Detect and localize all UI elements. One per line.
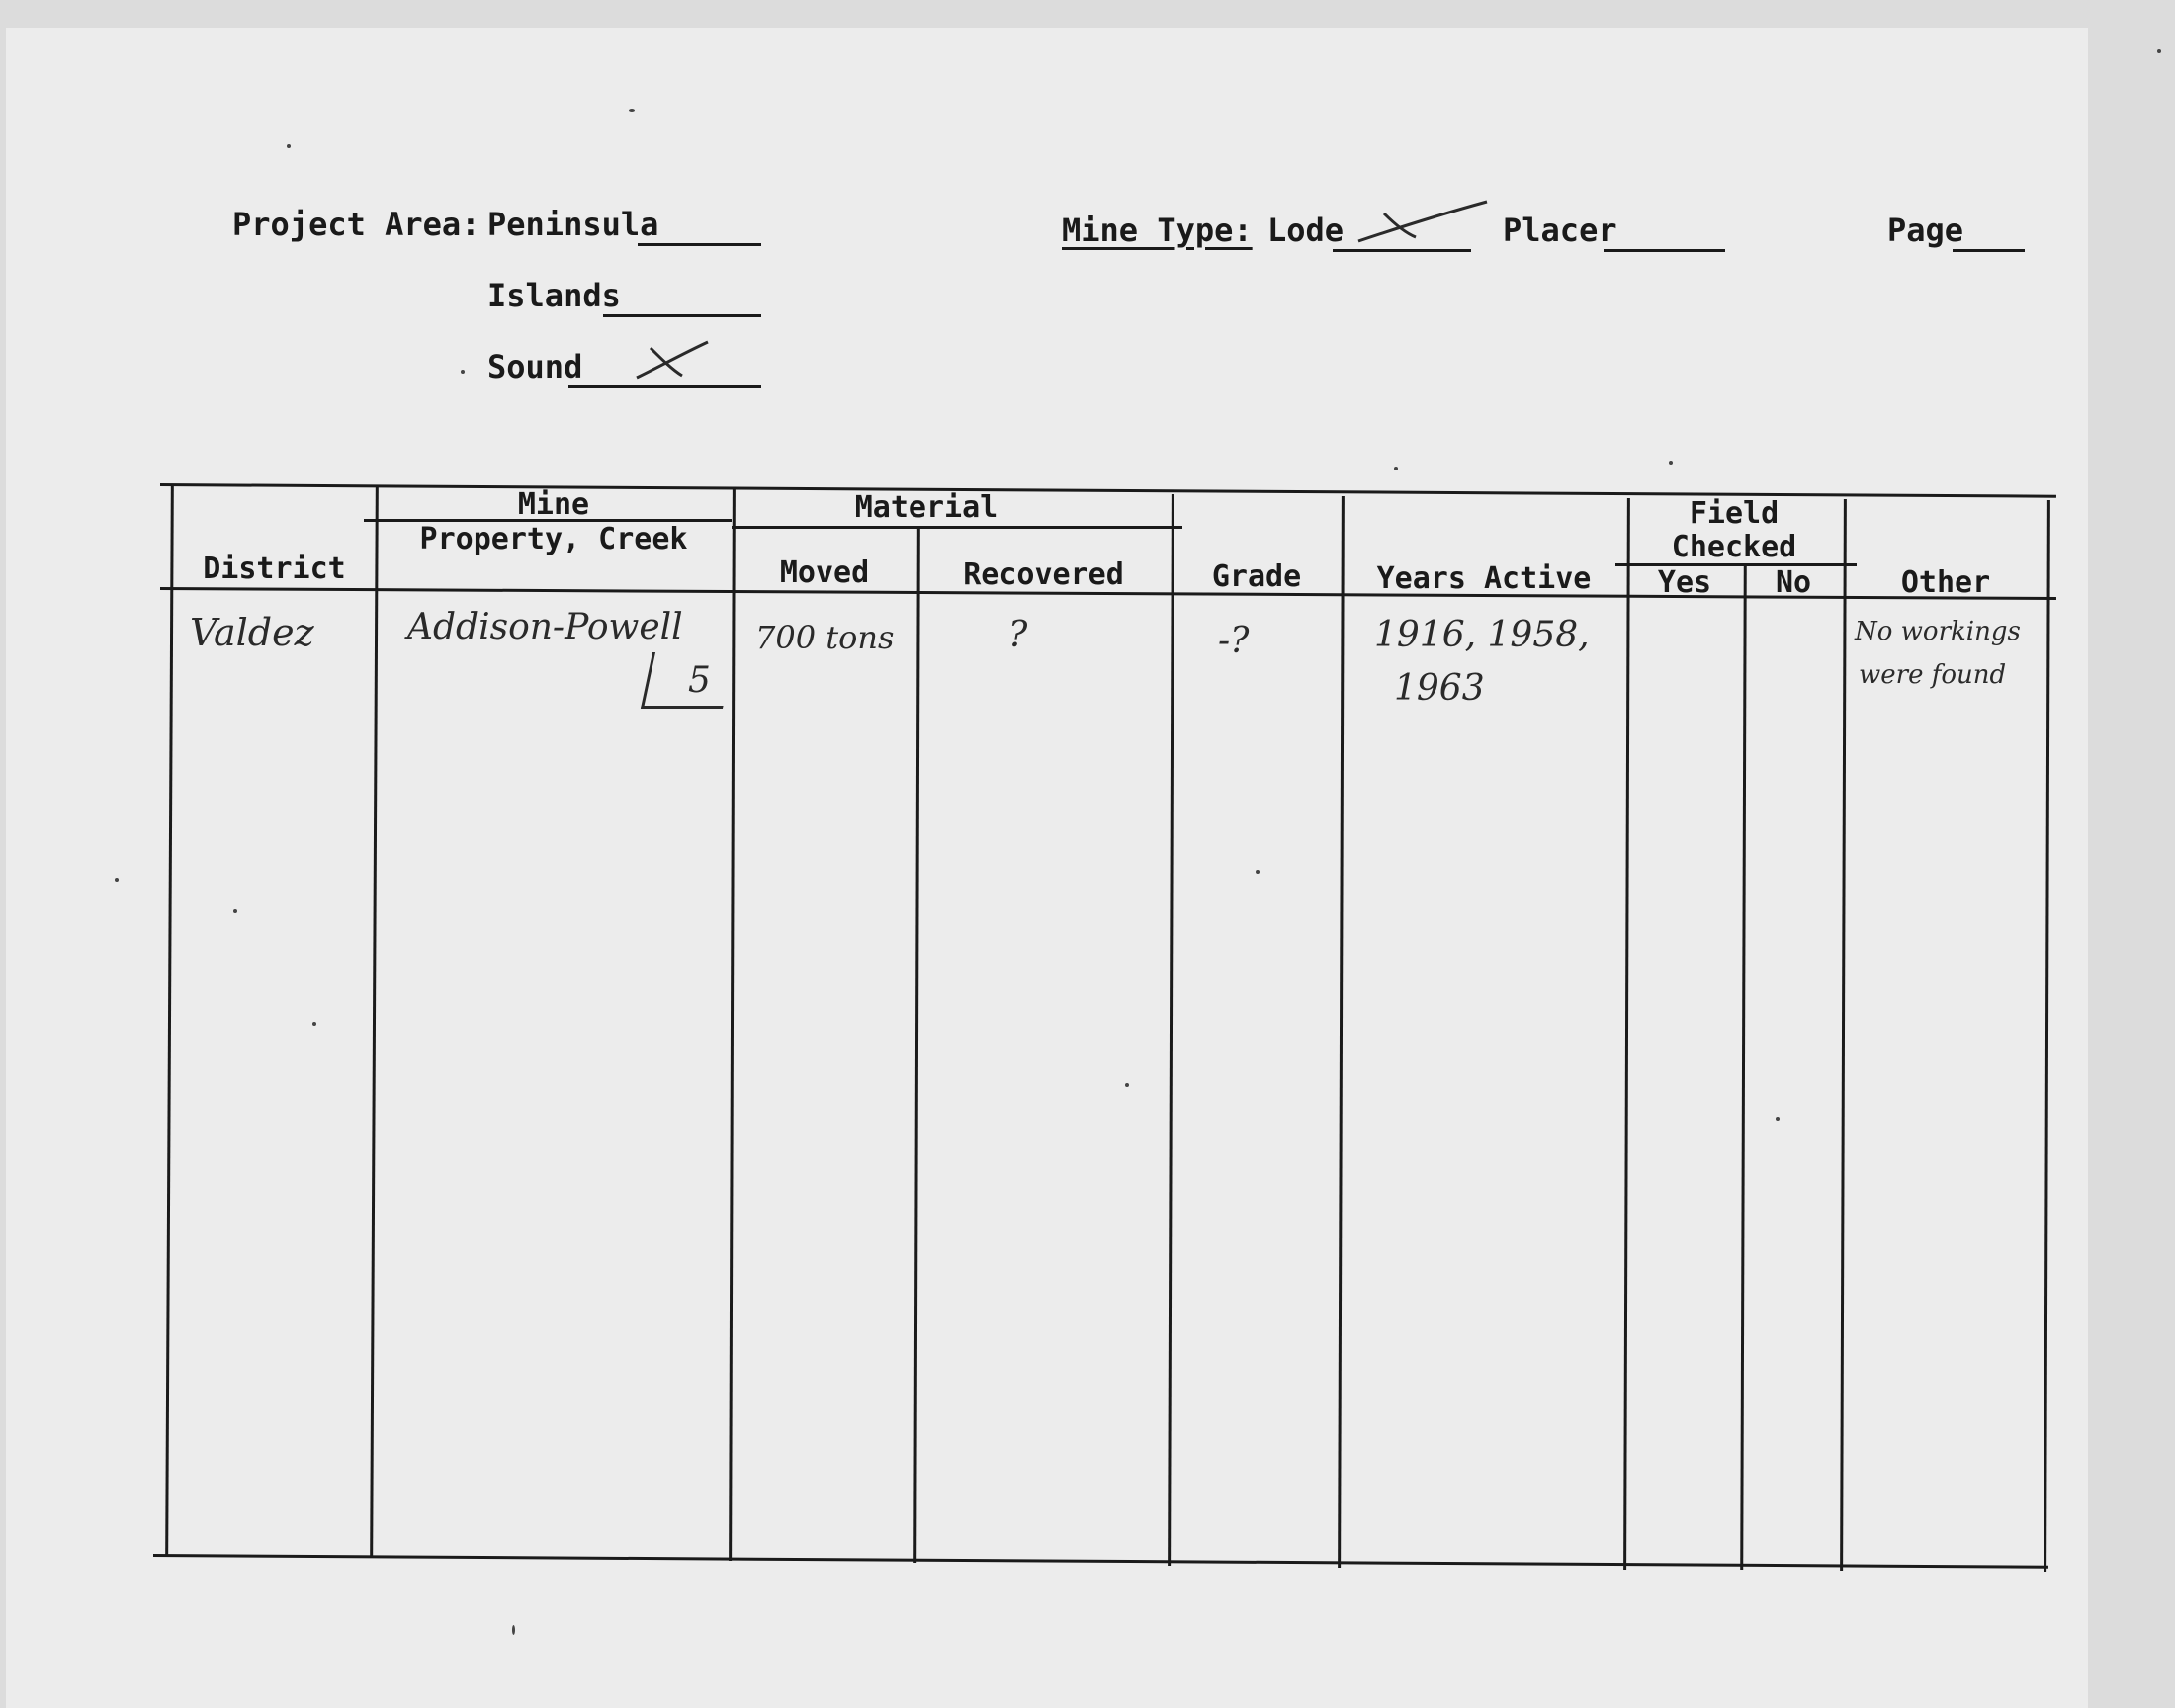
scan-speck [287, 144, 291, 148]
sound-check-mark [633, 336, 712, 385]
header-recovered: Recovered [963, 557, 1124, 592]
option-islands-label: Islands [487, 277, 621, 314]
mine-type-label: Mine Type: [1062, 212, 1253, 249]
scan-speck [2157, 49, 2161, 53]
scan-speck [1394, 467, 1398, 470]
header-field: Field [1689, 496, 1780, 531]
header-property: Property, Creek [419, 522, 688, 556]
peninsula-blank[interactable] [638, 243, 761, 246]
form-sheet [6, 28, 2088, 1708]
scan-speck [461, 370, 465, 374]
cell-other-line2: were found [1859, 660, 2007, 690]
cell-other-line1: No workings [1855, 617, 2021, 646]
scan-speck [1776, 1117, 1780, 1121]
cell-property: Addison-Powell [407, 607, 683, 647]
cell-file-number: 5 [688, 660, 711, 701]
scan-speck [233, 909, 237, 913]
material-sub-line [732, 526, 1182, 529]
project-area-label: Project Area: [232, 206, 480, 243]
scan-speck [312, 1022, 316, 1026]
cell-recovered: ? [1008, 615, 1028, 655]
header-checked: Checked [1671, 530, 1797, 564]
cell-moved: 700 tons [755, 619, 895, 656]
lode-label: Lode [1267, 212, 1345, 249]
header-grade: Grade [1211, 559, 1302, 594]
header-yes: Yes [1657, 565, 1712, 600]
header-moved: Moved [779, 555, 870, 590]
page-label: Page [1887, 212, 1964, 249]
islands-blank[interactable] [603, 314, 761, 317]
placer-blank[interactable] [1604, 249, 1725, 252]
cell-grade: -? [1218, 621, 1250, 661]
cell-years-line2: 1963 [1394, 668, 1485, 709]
page-blank[interactable] [1953, 249, 2025, 252]
cell-district: Valdez [190, 611, 314, 654]
scan-speck [512, 1625, 515, 1635]
header-other: Other [1900, 565, 1991, 600]
scan-speck [1125, 1083, 1129, 1087]
lode-blank[interactable] [1333, 249, 1471, 252]
scan-speck [629, 109, 635, 112]
header-material: Material [854, 490, 999, 525]
sound-blank[interactable] [568, 385, 761, 388]
option-peninsula-label: Peninsula [487, 206, 659, 243]
header-years-active: Years Active [1376, 561, 1592, 596]
option-sound-label: Sound [487, 348, 583, 385]
header-no: No [1775, 565, 1812, 600]
header-mine: Mine [517, 487, 590, 522]
scan-speck [1256, 870, 1260, 874]
scan-speck [115, 878, 119, 882]
lode-check-mark [1354, 198, 1493, 249]
header-district: District [203, 552, 346, 586]
scan-speck [1669, 461, 1673, 465]
cell-years-line1: 1916, 1958, [1374, 615, 1590, 655]
placer-label: Placer [1503, 212, 1617, 249]
